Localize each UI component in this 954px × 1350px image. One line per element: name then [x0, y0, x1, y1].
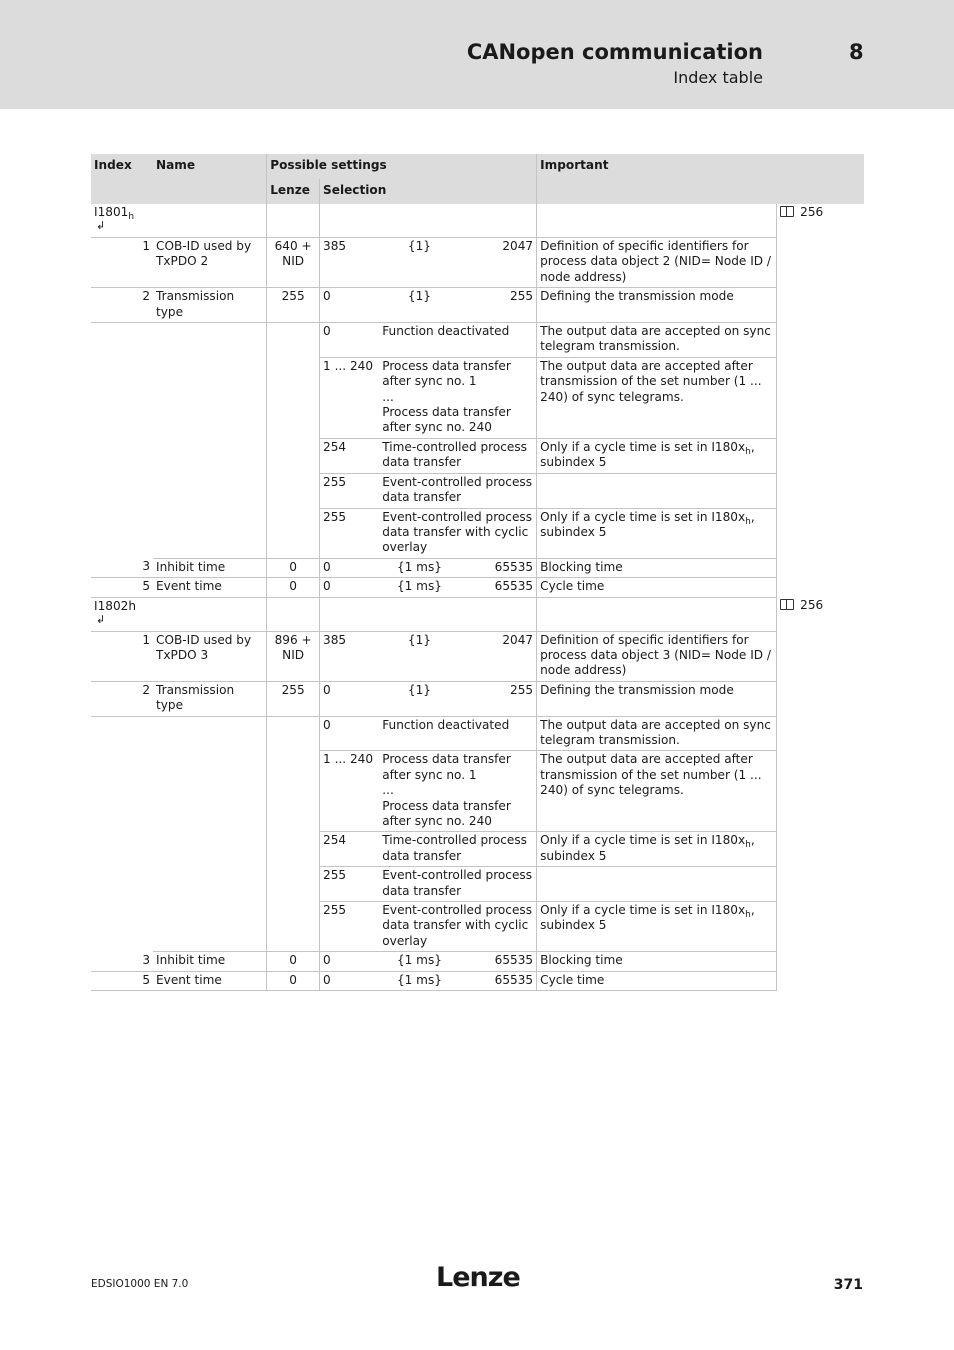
book-icon — [780, 206, 794, 217]
min-cell: 385 — [320, 238, 380, 288]
unit-cell: {1 ms} — [379, 971, 459, 990]
option-value: 255 — [320, 508, 380, 558]
max-cell: 255 — [460, 288, 537, 323]
ref-cell — [777, 578, 864, 597]
option-text: Process data transfer after sync no. 1 ... Process data transfer after sync no. 240 — [379, 357, 536, 438]
index-code: I1802h — [94, 598, 137, 613]
ref-cell — [777, 751, 864, 832]
option-important: Only if a cycle time is set in $I180x_h$, subindex 5 — [537, 438, 777, 473]
option-value: 254 — [320, 438, 380, 473]
table-row — [91, 558, 864, 577]
lenze-cell: 255 — [267, 681, 320, 716]
option-text: Event-controlled process data transfer — [379, 473, 536, 508]
ref-cell — [777, 473, 864, 508]
header-ref — [777, 154, 864, 204]
ref-cell — [777, 238, 864, 288]
min-cell: 0 — [320, 288, 380, 323]
return-arrow-icon: ↲ — [96, 612, 106, 626]
option-text: Event-controlled process data transfer with cyclic overlay — [379, 902, 536, 952]
book-icon — [780, 599, 794, 610]
empty-cell — [91, 323, 153, 559]
table-row — [91, 578, 864, 597]
empty-cell — [267, 323, 320, 559]
index-table — [91, 154, 864, 991]
option-important: Only if a cycle time is set in $I180x_h$, subindex 5 — [537, 902, 777, 952]
lenze-cell — [267, 204, 320, 238]
page-header — [0, 0, 954, 109]
lenze-cell: 0 — [267, 971, 320, 990]
name-cell: COB-ID used by TxPDO 3 — [153, 631, 267, 681]
max-cell: 65535 — [460, 578, 537, 597]
option-text: Function deactivated — [379, 323, 536, 358]
reference-cell — [777, 204, 864, 238]
option-important — [537, 473, 777, 508]
subindex-cell: 2 — [91, 288, 153, 323]
return-arrow-icon: ↲ — [96, 219, 106, 233]
hex-suffix: h — [745, 910, 751, 921]
hex-suffix: h — [745, 446, 751, 457]
unit-cell: {1} — [379, 631, 459, 681]
table-row — [91, 681, 864, 716]
subindex-cell: 2 — [91, 681, 153, 716]
lenze-cell: 640 + NID — [267, 238, 320, 288]
name-cell: COB-ID used by TxPDO 2 — [153, 238, 267, 288]
table-header-row — [91, 154, 864, 179]
lenze-cell: 896 + NID — [267, 631, 320, 681]
chapter-title: CANopen communication — [466, 40, 763, 64]
important-cell: Definition of specific identifiers for process data object 3 (NID= Node ID / node address) — [537, 631, 777, 681]
name-cell: Transmission type — [153, 681, 267, 716]
unit-cell: {1} — [379, 288, 459, 323]
option-important: Only if a cycle time is set in $I180x_h$, subindex 5 — [537, 832, 777, 867]
option-row — [91, 716, 864, 751]
name-cell — [153, 204, 267, 238]
empty-cell — [267, 716, 320, 952]
ref-cell — [777, 357, 864, 438]
empty-cell — [91, 716, 153, 952]
hex-suffix: h — [745, 840, 751, 851]
option-text: Event-controlled process data transfer — [379, 867, 536, 902]
ref-cell — [777, 902, 864, 952]
table-row — [91, 288, 864, 323]
min-cell: 385 — [320, 631, 380, 681]
lenze-logo: Lenze — [436, 1262, 520, 1293]
option-value: 255 — [320, 473, 380, 508]
option-value: 0 — [320, 716, 380, 751]
name-cell: Event time — [153, 578, 267, 597]
option-important: The output data are accepted on sync telegram transmission. — [537, 323, 777, 358]
header-index: Index — [91, 154, 153, 204]
option-value: 0 — [320, 323, 380, 358]
min-cell: 0 — [320, 971, 380, 990]
max-cell: 2047 — [460, 238, 537, 288]
unit-cell: {1 ms} — [379, 952, 459, 971]
header-important: Important — [537, 154, 777, 204]
ref-cell — [777, 832, 864, 867]
ref-cell — [777, 681, 864, 716]
option-row — [91, 323, 864, 358]
option-important: Only if a cycle time is set in $I180x_h$, subindex 5 — [537, 508, 777, 558]
ref-cell — [777, 438, 864, 473]
option-important: The output data are accepted on sync telegram transmission. — [537, 716, 777, 751]
lenze-cell: 0 — [267, 578, 320, 597]
ref-cell — [777, 558, 864, 577]
table-row-index — [91, 204, 864, 238]
name-cell — [153, 597, 267, 631]
option-text: Time-controlled process data transfer — [379, 832, 536, 867]
subindex-cell: 3 — [91, 558, 153, 577]
option-text: Function deactivated — [379, 716, 536, 751]
table-row — [91, 952, 864, 971]
min-cell: 0 — [320, 558, 380, 577]
empty-cell — [153, 716, 267, 952]
header-selection: Selection — [320, 179, 537, 204]
important-cell: Defining the transmission mode — [537, 681, 777, 716]
min-cell: 0 — [320, 681, 380, 716]
important-cell: Blocking time — [537, 952, 777, 971]
table-row-index — [91, 597, 864, 631]
header-name: Name — [153, 154, 267, 204]
option-value: 254 — [320, 832, 380, 867]
index-suffix: h — [128, 212, 135, 222]
table-row — [91, 238, 864, 288]
page-number: 371 — [833, 1277, 863, 1293]
subindex-cell: 5 — [91, 578, 153, 597]
name-cell: Event time — [153, 971, 267, 990]
option-important — [537, 867, 777, 902]
important-cell — [537, 597, 777, 631]
ref-cell — [777, 867, 864, 902]
lenze-cell: 0 — [267, 952, 320, 971]
table-body — [91, 204, 864, 991]
option-value: 1 ... 240 — [320, 751, 380, 832]
option-value: 1 ... 240 — [320, 357, 380, 438]
name-cell: Inhibit time — [153, 952, 267, 971]
option-text: Process data transfer after sync no. 1 ... Process data transfer after sync no. 240 — [379, 751, 536, 832]
empty-cell — [153, 323, 267, 559]
max-cell: 65535 — [460, 971, 537, 990]
selection-cell — [320, 204, 537, 238]
index-code: I1801 — [94, 205, 129, 219]
index-cell — [91, 204, 153, 238]
subindex-cell: 1 — [91, 631, 153, 681]
ref-cell — [777, 323, 864, 358]
subindex-cell: 5 — [91, 971, 153, 990]
unit-cell: {1 ms} — [379, 578, 459, 597]
ref-cell — [777, 716, 864, 751]
max-cell: 255 — [460, 681, 537, 716]
option-text: Time-controlled process data transfer — [379, 438, 536, 473]
important-cell: Blocking time — [537, 558, 777, 577]
reference-cell — [777, 597, 864, 631]
important-cell: Defining the transmission mode — [537, 288, 777, 323]
table-row — [91, 971, 864, 990]
section-title: Index table — [673, 68, 763, 87]
option-important: The output data are accepted after transmission of the set number (1 ... 240) of sync telegrams. — [537, 751, 777, 832]
lenze-cell: 0 — [267, 558, 320, 577]
page-reference[interactable]: 256 — [800, 205, 824, 219]
max-cell: 2047 — [460, 631, 537, 681]
name-cell: Transmission type — [153, 288, 267, 323]
important-cell: Cycle time — [537, 971, 777, 990]
important-cell: Cycle time — [537, 578, 777, 597]
table-row — [91, 631, 864, 681]
name-cell: Inhibit time — [153, 558, 267, 577]
option-text: Event-controlled process data transfer with cyclic overlay — [379, 508, 536, 558]
min-cell: 0 — [320, 578, 380, 597]
min-cell: 0 — [320, 952, 380, 971]
lenze-cell — [267, 597, 320, 631]
chapter-number: 8 — [849, 40, 864, 64]
ref-cell — [777, 952, 864, 971]
header-lenze: Lenze — [267, 179, 320, 204]
page-reference[interactable]: 256 — [800, 598, 824, 613]
hex-suffix: h — [745, 516, 751, 527]
option-important: The output data are accepted after transmission of the set number (1 ... 240) of sync telegrams. — [537, 357, 777, 438]
subindex-cell: 1 — [91, 238, 153, 288]
selection-cell — [320, 597, 537, 631]
max-cell: 65535 — [460, 952, 537, 971]
ref-cell — [777, 288, 864, 323]
lenze-cell: 255 — [267, 288, 320, 323]
important-cell — [537, 204, 777, 238]
header-possible-settings: Possible settings — [267, 154, 537, 179]
ref-cell — [777, 508, 864, 558]
important-cell: Definition of specific identifiers for process data object 2 (NID= Node ID / node address) — [537, 238, 777, 288]
ref-cell — [777, 631, 864, 681]
option-value: 255 — [320, 867, 380, 902]
unit-cell: {1 ms} — [379, 558, 459, 577]
subindex-cell: 3 — [91, 952, 153, 971]
document-id: EDSIO1000 EN 7.0 — [91, 1278, 189, 1290]
max-cell: 65535 — [460, 558, 537, 577]
ref-cell — [777, 971, 864, 990]
unit-cell: {1} — [379, 238, 459, 288]
index-cell — [91, 597, 153, 631]
unit-cell: {1} — [379, 681, 459, 716]
option-value: 255 — [320, 902, 380, 952]
